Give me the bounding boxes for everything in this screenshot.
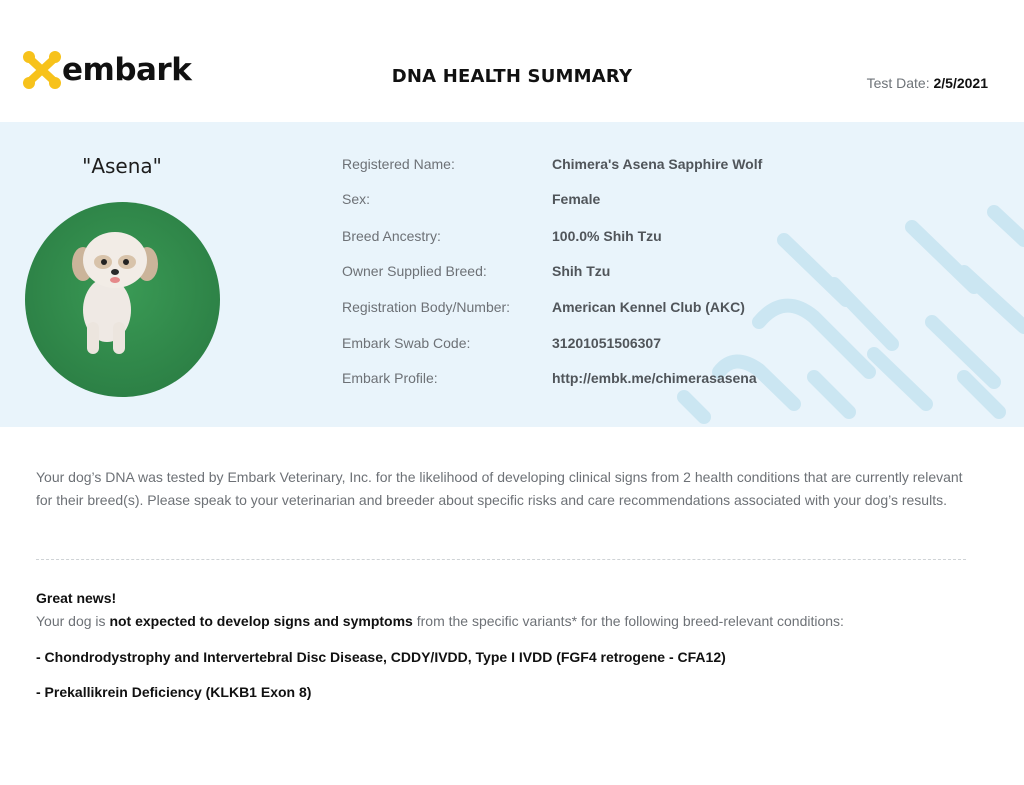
dog-photo — [25, 202, 220, 397]
results-summary — [36, 613, 844, 629]
field-label: Owner Supplied Breed: — [342, 263, 487, 279]
field-label: Sex: — [342, 191, 371, 207]
dog-photo-illustration — [25, 202, 220, 397]
logo-wordmark: embark — [62, 52, 192, 88]
page-title: DNA HEALTH SUMMARY — [391, 66, 633, 87]
report-header — [0, 0, 1024, 122]
results-summary-suffix: from the specific variants* for the following breed-relevant conditions: — [416, 613, 844, 629]
field-label: Breed Ancestry: — [342, 228, 441, 244]
condition-item: - Prekallikrein Deficiency (KLKB1 Exon 8) — [36, 684, 312, 700]
embark-profile-link[interactable]: http://embk.me/chimerasasena — [552, 370, 757, 386]
test-date-label: Test Date: — [866, 75, 930, 91]
condition-item: - Chondrodystrophy and Intervertebral Disc Disease, CDDY/IVDD, Type I IVDD (FGF4 retrogene - CFA12) — [36, 649, 726, 665]
results-summary-emphasis: not expected to develop signs and symptoms — [109, 613, 413, 629]
section-divider — [36, 559, 966, 560]
field-label: Registration Body/Number: — [342, 299, 511, 315]
field-value: Shih Tzu — [552, 263, 611, 279]
field-value: Female — [552, 191, 601, 207]
field-value: 31201051506307 — [552, 335, 662, 351]
field-label: Registered Name: — [342, 156, 455, 172]
field-value: American Kennel Club (AKC) — [552, 299, 745, 315]
dog-info-panel — [0, 122, 1024, 427]
results-summary-prefix: Your dog is — [36, 613, 106, 629]
test-date-value: 2/5/2021 — [933, 75, 988, 91]
intro-paragraph: Your dog’s DNA was tested by Embark Veterinary, Inc. for the likelihood of developing clinical signs from 2 health conditions that are currently relevant for their breed(s). Please speak to your veterinarian and breeder about specific risks and care recommendations associated with your dog’s results. — [36, 469, 963, 508]
field-label: Embark Swab Code: — [342, 335, 471, 351]
results-heading: Great news! — [36, 590, 117, 606]
field-value: Chimera's Asena Sapphire Wolf — [552, 156, 763, 172]
dog-name: "Asena" — [82, 154, 162, 178]
test-date — [867, 75, 988, 91]
field-value: 100.0% Shih Tzu — [552, 228, 662, 244]
field-label: Embark Profile: — [342, 370, 438, 386]
